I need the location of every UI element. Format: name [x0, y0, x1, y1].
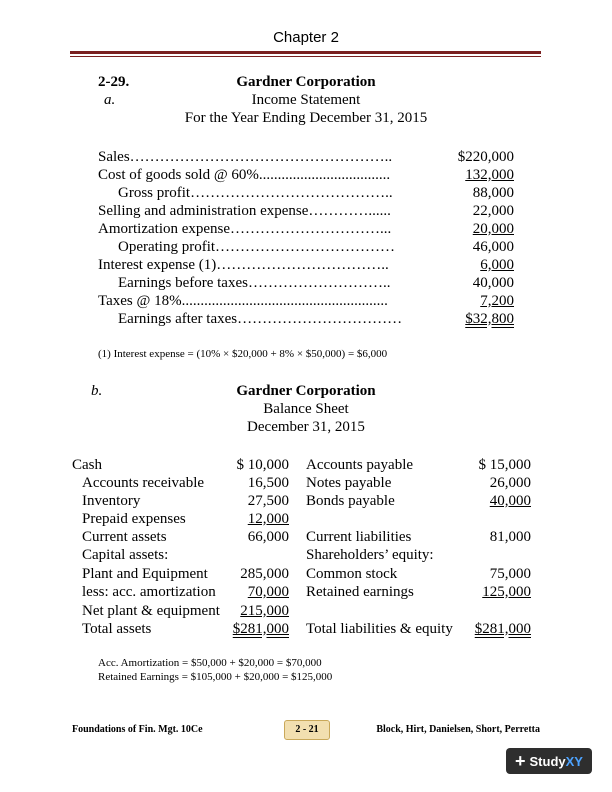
- asset-label: Capital assets:: [82, 547, 169, 563]
- liability-label: Total liabilities & equity: [306, 621, 453, 637]
- page-number: 2 - 21: [284, 720, 330, 740]
- income-row-operating-profit: [98, 238, 514, 256]
- row-label: Earnings after taxes……………………………: [118, 311, 403, 327]
- asset-label: Accounts receivable: [82, 475, 205, 491]
- row-value: 6,000: [480, 257, 514, 273]
- income-statement-period: For the Year Ending December 31, 2015: [184, 110, 428, 126]
- header-rule-thick: [70, 51, 541, 54]
- balance-sheet-title: Balance Sheet: [263, 401, 349, 417]
- income-row-gross-profit: [98, 184, 514, 202]
- row-value: $32,800: [465, 311, 514, 327]
- row-value: 132,000: [465, 167, 514, 183]
- income-row-amortization: [98, 220, 514, 238]
- income-row-interest: [98, 256, 514, 274]
- asset-label: Current assets: [82, 529, 167, 545]
- liability-value: $281,000: [474, 621, 531, 637]
- asset-value: 285,000: [240, 566, 289, 582]
- income-row-sales: [98, 148, 514, 166]
- studyxy-watermark[interactable]: [506, 748, 592, 774]
- row-value: 88,000: [472, 185, 514, 201]
- liability-label: Shareholders’ equity:: [306, 547, 434, 563]
- row-value: $220,000: [457, 149, 514, 165]
- row-label: Earnings before taxes………………………..: [118, 275, 391, 291]
- problem-number: 2-29.: [98, 74, 130, 90]
- row-label: Interest expense (1)……………………………..: [98, 257, 389, 273]
- income-row-sga: [98, 202, 514, 220]
- row-value: 40,000: [472, 275, 514, 291]
- row-label: Amortization expense…………………………...: [98, 221, 392, 237]
- asset-value: 70,000: [247, 584, 289, 600]
- interest-footnote: (1) Interest expense = (10% × $20,000 + 8% × $50,000) = $6,000: [98, 348, 388, 360]
- liability-label: Retained earnings: [306, 584, 414, 600]
- row-label: Taxes @ 18%.......................................................: [98, 293, 388, 309]
- asset-value: 16,500: [247, 475, 289, 491]
- liability-label: Bonds payable: [306, 493, 395, 509]
- row-value: 22,000: [472, 203, 514, 219]
- balance-sheet-date: December 31, 2015: [247, 419, 365, 435]
- liability-value: 26,000: [489, 475, 531, 491]
- plus-icon: +: [515, 751, 526, 771]
- footer-authors: Block, Hirt, Danielsen, Short, Perretta: [376, 724, 540, 735]
- liability-label: Common stock: [306, 566, 398, 582]
- liability-value: 40,000: [489, 493, 531, 509]
- asset-label: Plant and Equipment: [82, 566, 208, 582]
- retained-earnings-note: Retained Earnings = $105,000 + $20,000 = $125,000: [98, 671, 333, 683]
- liability-value: 75,000: [489, 566, 531, 582]
- income-row-taxes: [98, 292, 514, 310]
- row-label: Sales……………………………………………..: [98, 149, 393, 165]
- part-b-label: b.: [91, 383, 103, 399]
- asset-label: Prepaid expenses: [82, 511, 186, 527]
- asset-value: 66,000: [247, 529, 289, 545]
- row-label: Cost of goods sold @ 60%...................................: [98, 167, 391, 183]
- row-label: Operating profit………………………………: [118, 239, 396, 255]
- liability-value: 81,000: [489, 529, 531, 545]
- asset-value: 12,000: [247, 511, 289, 527]
- income-statement-title: Income Statement: [251, 92, 361, 108]
- asset-label: Total assets: [82, 621, 152, 637]
- liability-label: Notes payable: [306, 475, 392, 491]
- row-value: 46,000: [472, 239, 514, 255]
- income-company-name: Gardner Corporation: [236, 74, 376, 90]
- liability-label: Accounts payable: [306, 457, 414, 473]
- income-row-eat: [98, 310, 514, 328]
- header-rule-thin: [70, 56, 541, 57]
- footer-book-title: Foundations of Fin. Mgt. 10Ce: [72, 724, 203, 735]
- asset-value: 215,000: [240, 603, 289, 619]
- asset-label: Net plant & equipment: [82, 603, 220, 619]
- chapter-header: Chapter 2: [273, 29, 339, 46]
- liability-label: Current liabilities: [306, 529, 412, 545]
- asset-value: 27,500: [247, 493, 289, 509]
- asset-label: Cash: [72, 457, 102, 473]
- row-value: 7,200: [480, 293, 514, 309]
- row-label: Gross profit…………………………………..: [118, 185, 393, 201]
- liability-value: $ 15,000: [478, 457, 531, 473]
- row-label: Selling and administration expense…………......: [98, 203, 391, 219]
- balance-company-name: Gardner Corporation: [236, 383, 376, 399]
- asset-value: $281,000: [232, 621, 289, 637]
- amortization-note: Acc. Amortization = $50,000 + $20,000 = $70,000: [98, 657, 322, 669]
- liability-value: 125,000: [482, 584, 531, 600]
- asset-label: Inventory: [82, 493, 141, 509]
- asset-value: $ 10,000: [236, 457, 289, 473]
- watermark-brand: StudyXY: [529, 753, 583, 769]
- income-row-cogs: [98, 166, 514, 184]
- income-row-ebt: [98, 274, 514, 292]
- row-value: 20,000: [472, 221, 514, 237]
- part-a-label: a.: [104, 92, 116, 108]
- asset-label: less: acc. amortization: [82, 584, 216, 600]
